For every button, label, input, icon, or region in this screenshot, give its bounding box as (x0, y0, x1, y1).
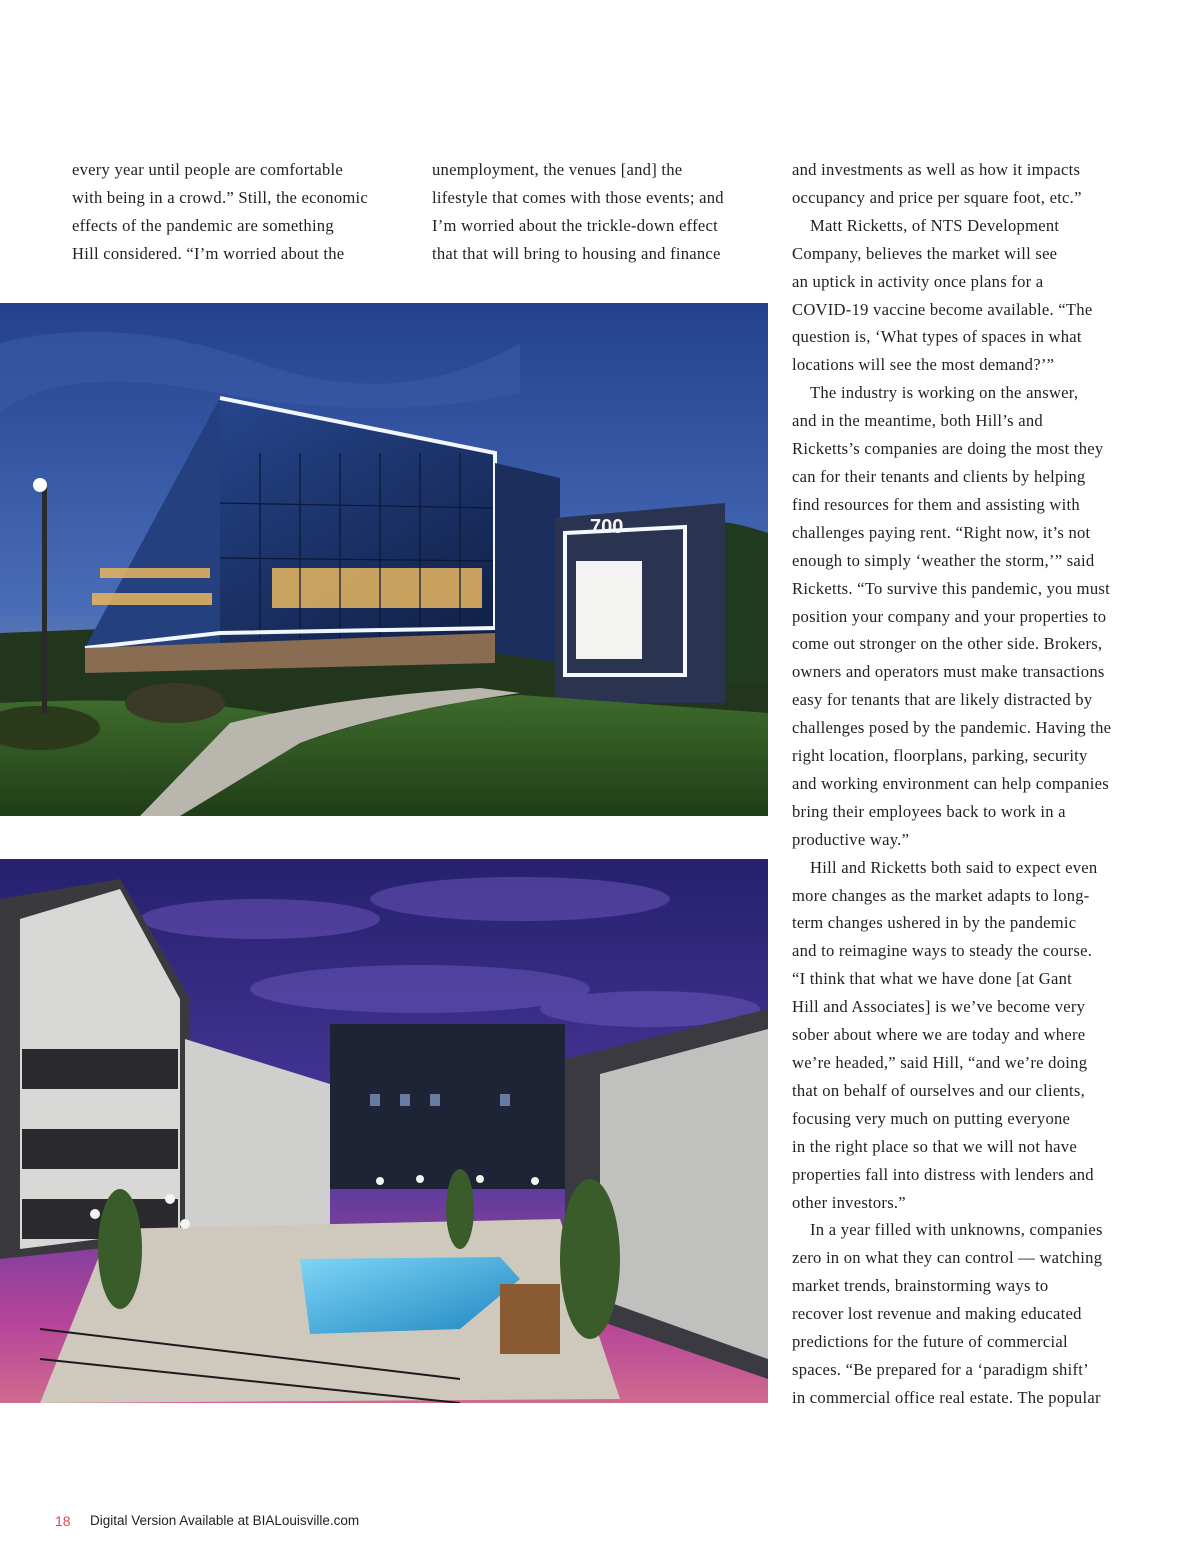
article-line: zero in on what they can control — watching (792, 1248, 1103, 1268)
article-line: spaces. “Be prepared for a ‘paradigm shift’ (792, 1359, 1089, 1379)
article-line: “I think that what we have done [at Gant (792, 969, 1073, 989)
article-column-2 (432, 156, 762, 268)
article-line: sober about where we are today and where (792, 1025, 1086, 1045)
article-line: right location, floorplans, parking, security (792, 746, 1088, 766)
article-line: occupancy and price per square foot, etc.” (792, 187, 1082, 207)
article-line: can for their tenants and clients by helping (792, 466, 1086, 486)
article-line: unemployment, the venues [and] the (432, 160, 683, 179)
article-line: position your company and your properties to (792, 606, 1107, 626)
article-line: owners and operators must make transactions (792, 662, 1105, 682)
article-line: lifestyle that comes with those events; and (432, 187, 724, 207)
article-line: in the right place so that we will not have (792, 1136, 1077, 1156)
apartment-courtyard-illustration (0, 859, 768, 1403)
article-line: that that will bring to housing and finance (432, 243, 721, 263)
article-line: term changes ushered in by the pandemic (792, 913, 1077, 933)
article-column-3 (792, 156, 1142, 1412)
article-line: locations will see the most demand?’” (792, 355, 1055, 375)
article-line: Matt Ricketts, of NTS Development (810, 215, 1060, 235)
article-line: effects of the pandemic are something (72, 215, 334, 235)
article-line: with being in a crowd.” Still, the economic (72, 187, 369, 207)
article-line: and investments as well as how it impacts (792, 160, 1081, 179)
article-line: properties fall into distress with lenders and (792, 1164, 1094, 1184)
footer-website-note: Digital Version Available at BIALouisville.com (90, 1513, 360, 1528)
article-line: challenges posed by the pandemic. Having the (792, 718, 1112, 738)
article-line: challenges paying rent. “Right now, it’s not (792, 522, 1091, 542)
article-column-1 (72, 156, 402, 268)
article-line: I’m worried about the trickle-down effect (432, 215, 718, 235)
office-building-illustration (0, 303, 768, 816)
article-line: more changes as the market adapts to long- (792, 885, 1090, 905)
office-building-photo (0, 303, 768, 816)
article-line: come out stronger on the other side. Brokers, (792, 634, 1103, 654)
article-line: productive way.” (792, 829, 910, 849)
article-line: The industry is working on the answer, (810, 383, 1079, 403)
article-line: and in the meantime, both Hill’s and (792, 411, 1043, 431)
article-line: an uptick in activity once plans for a (792, 271, 1044, 291)
article-line: and to reimagine ways to steady the course. (792, 941, 1093, 961)
apartment-courtyard-photo (0, 859, 768, 1403)
article-line: in commercial office real estate. The popular (792, 1387, 1101, 1407)
article-line: question is, ‘What types of spaces in what (792, 327, 1082, 347)
sign-number: 700 (590, 516, 624, 538)
article-line: bring their employees back to work in a (792, 801, 1066, 821)
article-line: Ricketts’s companies are doing the most they (792, 439, 1104, 459)
article-line: we’re headed,” said Hill, “and we’re doing (792, 1053, 1088, 1072)
article-line: easy for tenants that are likely distracted by (792, 690, 1093, 710)
article-line: predictions for the future of commercial (792, 1332, 1068, 1352)
article-line: that on behalf of ourselves and our clients, (792, 1080, 1086, 1100)
article-line: enough to simply ‘weather the storm,’” said (792, 550, 1095, 570)
article-line: market trends, brainstorming ways to (792, 1276, 1049, 1296)
page-number: 18 (55, 1513, 71, 1529)
article-line: find resources for them and assisting with (792, 494, 1080, 514)
article-line: other investors.” (792, 1192, 906, 1212)
article-line: In a year filled with unknowns, companies (810, 1220, 1103, 1240)
article-line: COVID-19 vaccine become available. “The (792, 299, 1093, 319)
article-line: Hill and Ricketts both said to expect even (810, 857, 1098, 877)
article-line: Hill considered. “I’m worried about the (72, 243, 345, 263)
article-line: focusing very much on putting everyone (792, 1108, 1071, 1128)
article-line: Company, believes the market will see (792, 243, 1058, 263)
article-line: recover lost revenue and making educated (792, 1304, 1082, 1324)
article-line: Hill and Associates] is we’ve become very (792, 997, 1086, 1017)
article-line: Ricketts. “To survive this pandemic, you must (792, 578, 1110, 598)
article-line: and working environment can help companies (792, 773, 1109, 793)
article-line: every year until people are comfortable (72, 160, 343, 179)
